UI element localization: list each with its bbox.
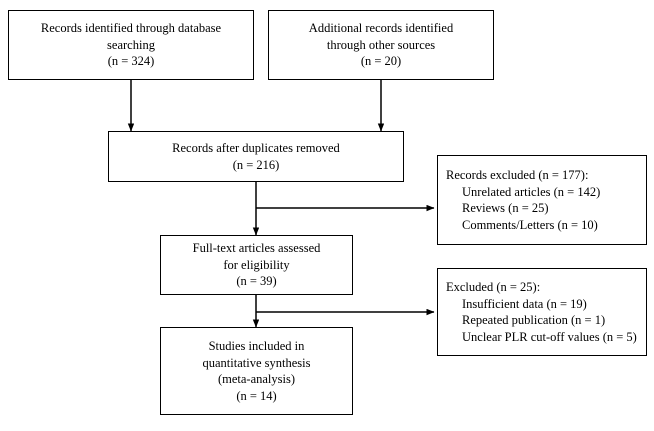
box-line: (n = 14) <box>236 388 277 403</box>
box-duplicates-removed <box>108 131 404 182</box>
box-line: for eligibility <box>223 257 290 272</box>
box-line: (n = 20) <box>360 54 402 69</box>
box-line: (meta-analysis) <box>217 372 296 386</box>
box-database-searching <box>8 10 254 80</box>
box-line: quantitative synthesis <box>202 355 311 370</box>
box-line: Studies included in <box>208 339 305 353</box>
box-line: Records after duplicates removed <box>172 141 340 155</box>
box-line: through other sources <box>326 37 436 52</box>
box-line: Repeated publication (n = 1) <box>462 313 606 327</box>
box-line: (n = 216) <box>232 157 280 172</box>
box-line: Reviews (n = 25) <box>462 201 549 215</box>
box-line: Records excluded (n = 177): <box>446 168 589 182</box>
box-full-text-assessed <box>160 235 353 295</box>
box-records-excluded <box>437 155 647 245</box>
box-line: (n = 39) <box>236 274 277 289</box>
box-line: Additional records identified <box>308 21 454 36</box>
box-line: Records identified through database <box>40 21 222 36</box>
box-line: Insufficient data (n = 19) <box>462 296 587 311</box>
box-line: Full-text articles assessed <box>192 241 321 256</box>
box-line: Unclear PLR cut-off values (n = 5) <box>462 329 637 344</box>
box-line: Excluded (n = 25): <box>446 280 541 294</box>
box-excluded-full-text <box>437 268 647 356</box>
box-line: Comments/Letters (n = 10) <box>462 217 598 232</box>
box-studies-included <box>160 327 353 415</box>
box-line: (n = 324) <box>107 54 155 69</box>
box-line: Unrelated articles (n = 142) <box>462 184 601 199</box>
box-line: searching <box>107 37 155 52</box>
box-other-sources <box>268 10 494 80</box>
